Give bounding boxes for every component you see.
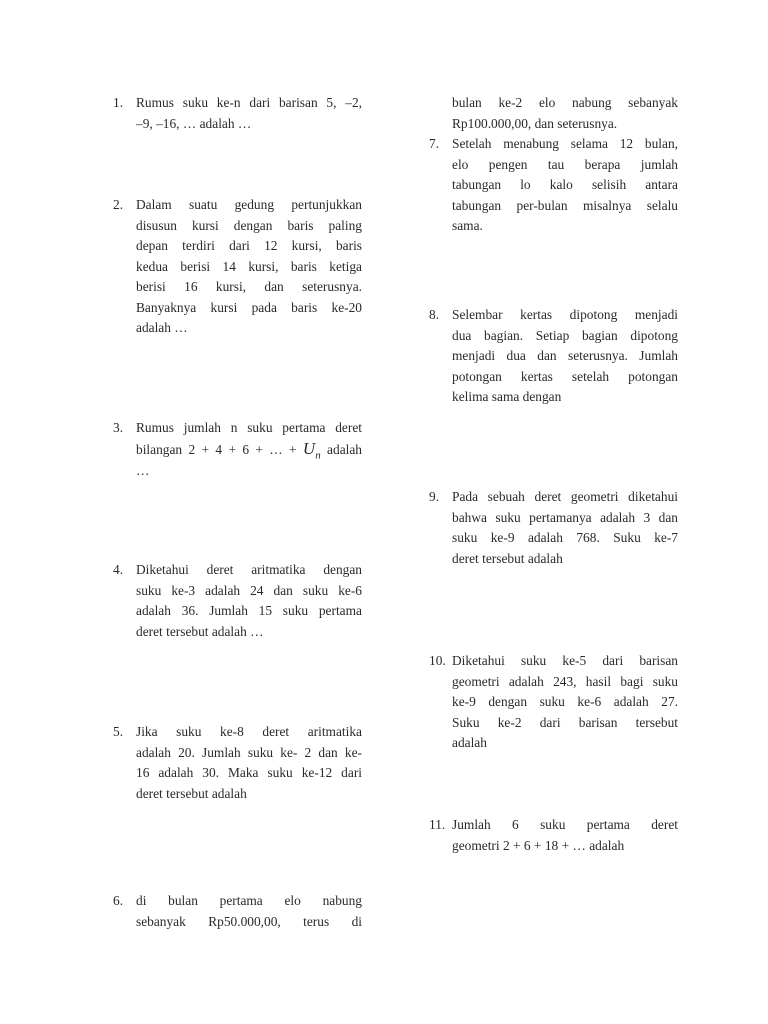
question-line: –9, –16, … adalah … — [136, 115, 252, 131]
question-line: Suku ke-2 dari barisan tersebut — [452, 714, 678, 730]
question-number: 1. — [113, 95, 124, 110]
question-number: 2. — [113, 197, 124, 212]
formula-suffix: adalah — [320, 441, 362, 457]
question-number: 7. — [429, 136, 440, 151]
question-line: Rp100.000,00, dan seterusnya. — [452, 115, 618, 131]
question-9 — [429, 487, 678, 569]
question-line: adalah 36. Jumlah 15 suku pertama — [136, 603, 362, 618]
question-line: dua bagian. Setiap bagian dipotong — [452, 327, 678, 343]
question-4 — [113, 560, 362, 642]
question-line: Rumus jumlah n suku pertama deret — [136, 420, 362, 435]
question-number: 9. — [429, 489, 440, 504]
question-11 — [429, 815, 678, 856]
question-number: 6. — [113, 893, 124, 908]
question-line: suku ke-9 adalah 768. Suku ke-7 — [452, 530, 678, 545]
question-line: bulan ke-2 elo nabung sebanyak — [452, 95, 678, 110]
question-line: Selembar kertas dipotong menjadi — [452, 307, 678, 322]
question-line: Jumlah 6 suku pertama deret — [452, 817, 678, 832]
question-5 — [113, 722, 362, 804]
question-line: sebanyak Rp50.000,00, terus di — [136, 913, 362, 929]
question-line: deret tersebut adalah — [452, 550, 563, 566]
question-line: adalah — [452, 735, 487, 750]
question-line: ke-9 dengan suku ke-6 adalah 27. — [452, 694, 678, 709]
question-line: 16 adalah 30. Maka suku ke-12 dari — [136, 765, 362, 780]
formula-prefix: bilangan 2 + 4 + 6 + … + — [136, 441, 303, 457]
question-3 — [113, 418, 362, 481]
question-8 — [429, 305, 678, 408]
question-7 — [429, 134, 678, 237]
question-line: disusun kursi dengan baris paling — [136, 217, 362, 233]
question-line: kelima sama dengan — [452, 389, 562, 404]
question-number: 10. — [429, 653, 446, 668]
question-line: suku ke-3 adalah 24 dan suku ke-6 — [136, 582, 362, 598]
question-line: sama. — [452, 218, 483, 233]
question-line: Banyaknya kursi pada baris ke-20 — [136, 299, 362, 315]
question-line: berisi 16 kursi, dan seterusnya. — [136, 279, 362, 294]
question-line: di bulan pertama elo nabung — [136, 893, 362, 908]
question-line: Diketahui suku ke-5 dari barisan — [452, 653, 678, 668]
un-symbol: $U_n$ — [302, 438, 321, 461]
question-line: deret tersebut adalah … — [136, 623, 264, 639]
question-line: kedua berisi 14 kursi, baris ketiga — [136, 258, 362, 274]
question-number: 3. — [113, 420, 124, 435]
question-line: menjadi dua dan seterusnya. Jumlah — [452, 348, 678, 363]
question-line: bahwa suku pertamanya adalah 3 dan — [452, 509, 678, 525]
question-6-continuation — [429, 93, 678, 134]
question-number: 4. — [113, 562, 124, 577]
question-line-formula — [136, 439, 362, 461]
question-line: Dalam suatu gedung pertunjukkan — [136, 197, 362, 212]
question-line: tabungan lo kalo selisih antara — [452, 177, 678, 192]
question-line: Setelah menabung selama 12 bulan, — [452, 136, 678, 151]
question-line: potongan kertas setelah potongan — [452, 368, 678, 384]
question-line: geometri adalah 243, hasil bagi suku — [452, 673, 678, 689]
question-line: elo pengen tau berapa jumlah — [452, 156, 678, 172]
question-line: … — [136, 462, 150, 478]
question-line: Jika suku ke-8 deret aritmatika — [136, 724, 362, 739]
question-line: geometri 2 + 6 + 18 + … adalah — [452, 837, 625, 853]
question-line: adalah … — [136, 320, 188, 335]
question-number: 5. — [113, 724, 124, 739]
question-line: tabungan per-bulan misalnya selalu — [452, 197, 678, 213]
question-line: depan terdiri dari 12 kursi, baris — [136, 238, 362, 253]
question-line: adalah 20. Jumlah suku ke- 2 dan ke- — [136, 744, 362, 760]
question-line: Rumus suku ke-n dari barisan 5, –2, — [136, 95, 362, 110]
question-2 — [113, 195, 362, 339]
question-6 — [113, 891, 362, 932]
question-number: 11. — [429, 817, 446, 832]
question-line: Diketahui deret aritmatika dengan — [136, 562, 362, 577]
question-line: deret tersebut adalah — [136, 785, 247, 801]
question-number: 8. — [429, 307, 440, 322]
question-10 — [429, 651, 678, 754]
question-1 — [113, 93, 362, 134]
question-line: Pada sebuah deret geometri diketahui — [452, 489, 678, 504]
